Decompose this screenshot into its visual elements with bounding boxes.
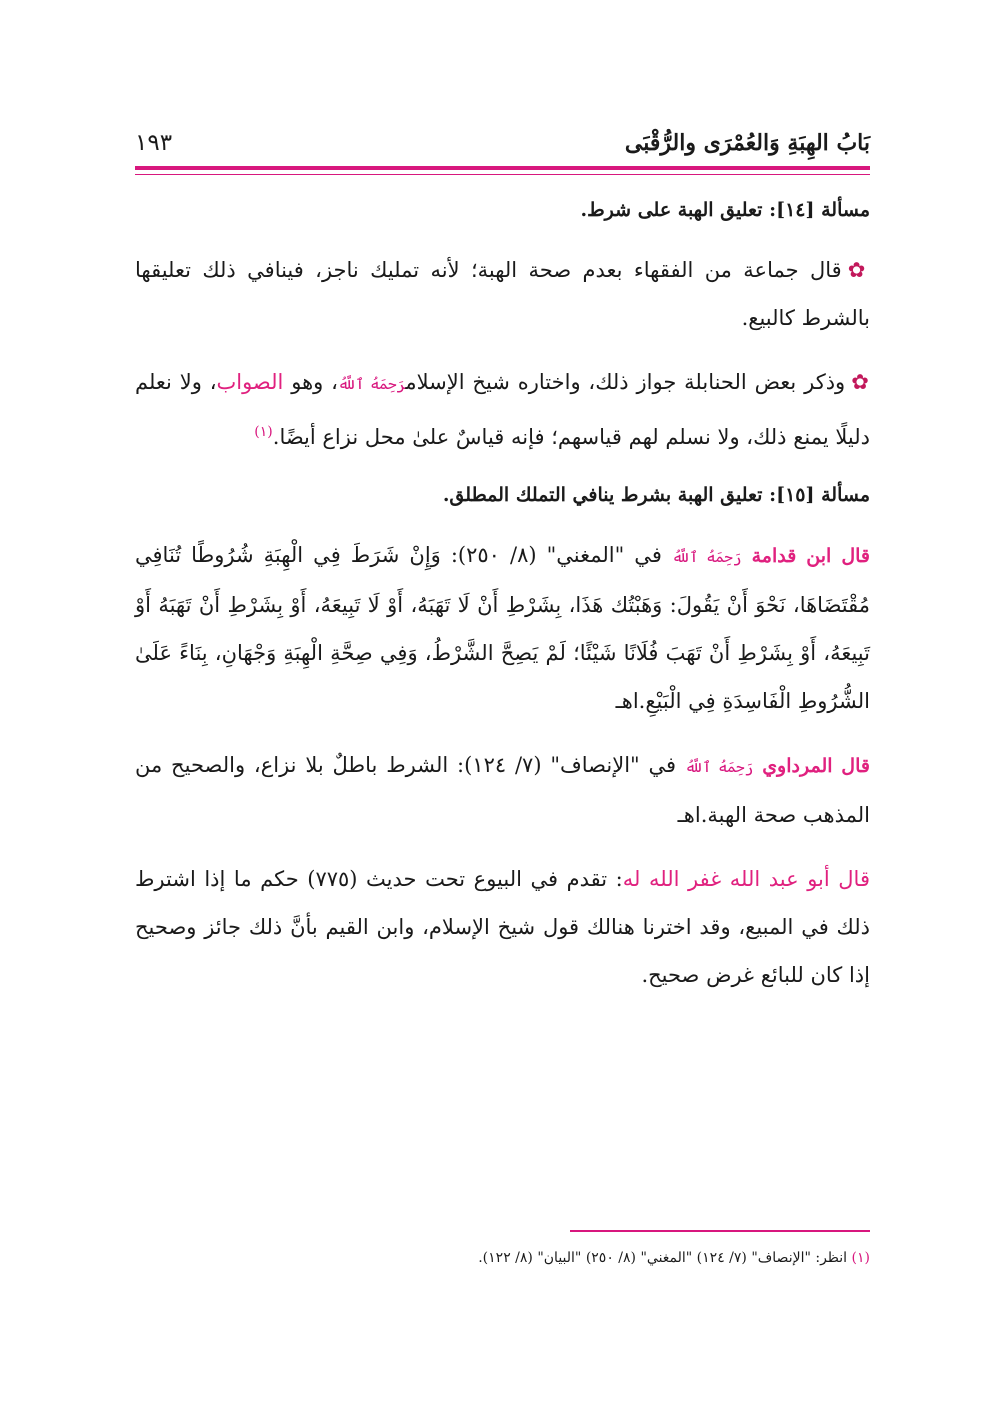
highlight-word: الصواب [216, 370, 284, 394]
running-title: بَابُ الهِبَةِ وَالعُمْرَى والرُّقْبَى [624, 130, 870, 156]
book-page [135, 100, 870, 1320]
footnote-number: (١) [851, 1250, 870, 1266]
flower-icon: ✿ [851, 370, 870, 394]
paragraph-text: قال جماعة من الفقهاء بعدم صحة الهبة؛ لأنه تمليك ناجز، فينافي ذلك تعليقها بالشرط كالبيع. [135, 258, 870, 330]
speaker-name: قال المرداوي [762, 755, 870, 777]
paragraph-text: وذكر بعض الحنابلة جواز ذلك، واختاره شيخ الإسلام [405, 370, 846, 394]
header-rule-thin [135, 174, 870, 175]
footnote-text: انظر: "الإنصاف" (٧/ ١٢٤) "المغني" (٨/ ٢٥٠) "البيان" (٨/ ١٢٢). [478, 1250, 848, 1266]
section-heading-15: مسألة [١٥]: تعليق الهبة بشرط ينافي التملك المطلق. [442, 484, 870, 506]
quote-mardawi [135, 741, 870, 839]
paragraph [135, 246, 870, 342]
section-heading-14: مسألة [١٤]: تعليق الهبة على شرط. [580, 199, 870, 221]
author-comment [135, 855, 870, 999]
page-body [135, 192, 870, 1015]
paragraph [135, 358, 870, 461]
footnote-rule [570, 1230, 870, 1232]
footnote [135, 1246, 870, 1270]
quote-text: في "المغني" (٨/ ٢٥٠): وَإِنْ شَرَطَ فِي الْهِبَةِ شُرُوطًا تُنَافِي مُقْتَضَاهَا، نَحْوَ أَنْ يَقُولَ: وَهَبْتُك هَذَا، بِشَرْطِ أَنْ لَا تَهَبَهُ، أَوْ لَا تَبِيعَهُ، أَوْ بِشَرْطِ أَنْ تَهَبَهُ أَوْ تَبِيعَهُ، أَوْ بِشَرْطِ أَنْ تَهَبَ فُلَانًا شَيْئًا؛ لَمْ يَصِحَّ الشَّرْطُ، وَفِي صِحَّةِ الْهِبَةِ وَجْهَانِ، بِنَاءً عَلَىٰ الشُّرُوطِ الْفَاسِدَةِ فِي الْبَيْعِ.اهـ [135, 543, 870, 713]
quote-text: في "الإنصاف" (٧/ ١٢٤): الشرط باطلٌ بلا نزاع، والصحيح من المذهب صحة الهبة.اهـ [135, 753, 870, 827]
footnote-marker: (١) [254, 424, 273, 440]
page-header [135, 100, 870, 164]
paragraph-text: ، وهو [291, 370, 338, 394]
speaker-name: قال ابن قدامة [751, 545, 870, 567]
comment-text: : تقدم في البيوع تحت حديث (٧٧٥) حكم ما إذا اشترط ذلك في المبيع، وقد اخترنا هنالك قول شيخ الإسلام، وابن القيم بأنَّ ذلك جائز وصحيح إذا كان للبائع غرض صحيح. [135, 867, 870, 987]
honorific: رَحِمَهُ ٱللَّهُ [671, 548, 742, 566]
author-name: قال أبو عبد الله غفر الله له [622, 867, 870, 891]
page-number: ١٩٣ [135, 130, 173, 156]
honorific: رَحِمَهُ ٱللَّهُ [684, 758, 754, 776]
header-rule-thick [135, 166, 870, 170]
flower-icon: ✿ [847, 258, 870, 282]
quote-ibn-qudama [135, 531, 870, 725]
honorific: رَحِمَهُ ٱللَّهُ [337, 375, 406, 393]
paragraph-text: ، ولا نعلم دليلًا يمنع ذلك، ولا نسلم لهم قياسهم؛ فإنه قياسٌ علىٰ محل نزاع أيضًا. [135, 370, 870, 449]
